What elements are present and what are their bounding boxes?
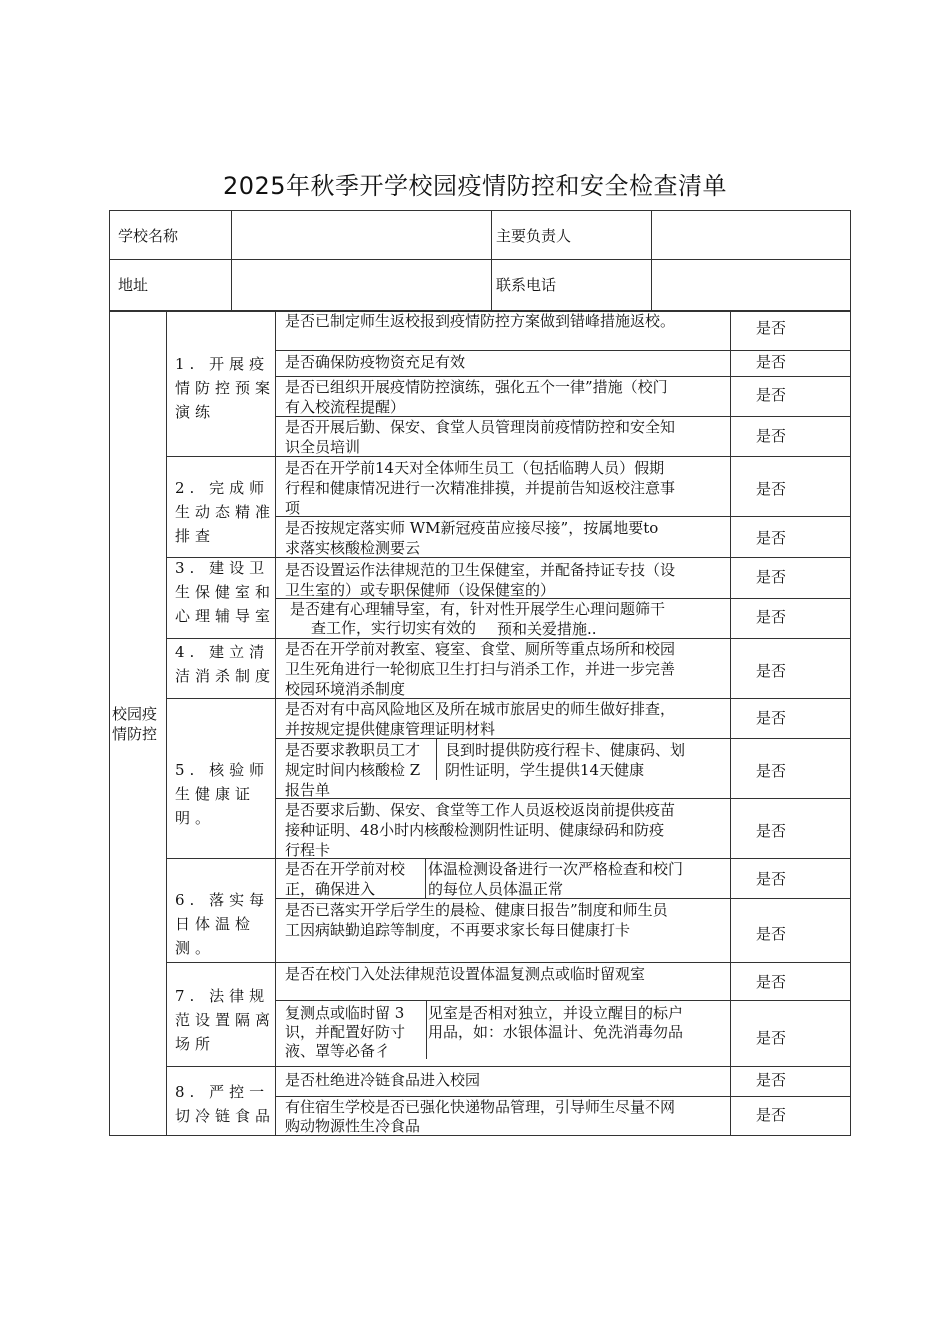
yes-no-option[interactable]: 是否 <box>756 319 787 337</box>
check-item: 是否要求后勤、保安、食堂等工作人员返校返岗前提供疫苗 <box>285 801 676 819</box>
check-item: 是否对有中高风险地区及所在城市旅居史的师生做好排查， <box>285 700 676 718</box>
check-item: 是否建有心理辅导室，有，针对性开展学生心理问题筛干 <box>290 600 666 618</box>
check-item: 见室是否相对独立，并设立醒目的标户 <box>428 1004 684 1022</box>
yes-no-option[interactable]: 是否 <box>756 480 787 498</box>
divider <box>166 311 167 1136</box>
check-item: 复测点或临时留 3 <box>285 1004 405 1022</box>
divider <box>426 1001 427 1059</box>
check-item: 是否开展后勤、保安、食堂人员管理岗前疫情防控和安全知 <box>285 418 676 436</box>
check-item: 行程卡 <box>285 841 331 859</box>
check-item: 正，确保进入 <box>285 880 376 898</box>
category-label: 5. 核验师生健康证明。 <box>175 761 270 827</box>
check-item: 是否已组织开展疫情防控演练，强化五个一律”措施（校门 <box>285 378 668 396</box>
page-title: 2025年秋季开学校园疫情防控和安全检查清单 <box>222 172 728 200</box>
check-item: 是否已落实开学后学生的晨检、健康日报告”制度和师生员 <box>285 901 668 919</box>
check-item: 液、罩等必备彳 <box>285 1042 391 1060</box>
check-item: 阴性证明，学生提供14天健康 <box>445 761 645 779</box>
divider <box>275 516 851 517</box>
yes-no-option[interactable]: 是否 <box>756 353 787 371</box>
divider <box>491 210 492 311</box>
check-item: 求落实核酸检测要云 <box>285 539 421 557</box>
check-item: 是否在校门入处法律规范设置体温复测点或临时留观室 <box>285 965 646 983</box>
divider <box>166 962 851 963</box>
check-item: 有入校流程提醒） <box>285 398 406 416</box>
check-item: 是否确保防疫物资充足有效 <box>285 353 466 371</box>
check-item: 用品，如：水银体温计、免洗消毒勿品 <box>428 1023 684 1041</box>
check-item: 预和关爱措施.. <box>497 620 597 638</box>
check-item: 的每位人员体温正常 <box>428 880 564 898</box>
divider <box>275 1000 851 1001</box>
yes-no-option[interactable]: 是否 <box>756 1106 787 1124</box>
check-item: 购动物源性生冷食品 <box>285 1117 421 1135</box>
yes-no-option[interactable]: 是否 <box>756 1071 787 1089</box>
divider <box>231 210 232 311</box>
yes-no-option[interactable]: 是否 <box>756 662 787 680</box>
divider <box>109 259 851 260</box>
check-item: 行程和健康情况进行一次精准排摸，并提前告知返校注意事 <box>285 479 676 497</box>
check-item: 艮到时提供防疫行程卡、健康码、划 <box>445 741 686 759</box>
divider <box>166 1066 851 1067</box>
divider <box>275 311 276 1136</box>
check-item: 是否在开学前14天对全体师生员工（包括临聘人员）假期 <box>285 459 665 477</box>
category-label: 1. 开展疫情防控预案演练 <box>175 355 276 421</box>
address-label: 地址 <box>118 276 149 294</box>
divider <box>166 456 851 457</box>
category-label: 3. 建设卫生保健室和心理辅导室 <box>175 559 276 625</box>
header-table <box>109 210 851 311</box>
divider <box>275 798 851 799</box>
check-item: 识，并配置好防寸 <box>285 1023 406 1041</box>
check-item: 是否杜绝进冷链食品进入校园 <box>285 1071 481 1089</box>
check-item: 是否设置运作法律规范的卫生保健室，并配备持证专技（设 <box>285 561 676 579</box>
check-item: 卫生死角进行一轮彻底卫生打扫与消杀工作，并进一步完善 <box>285 660 676 678</box>
school-name-label: 学校名称 <box>118 227 179 245</box>
divider <box>425 858 426 898</box>
check-item: 项 <box>285 499 301 517</box>
check-item: 并按规定提供健康管理证明材料 <box>285 720 496 738</box>
divider <box>730 311 731 1136</box>
check-item: 卫生室的）或专职保健师（设保健室的） <box>285 581 556 599</box>
check-item: 是否已制定师生返校报到疫情防控方案做到错峰措施返校。 <box>285 312 676 330</box>
yes-no-option[interactable]: 是否 <box>756 568 787 586</box>
check-item: 接种证明、48小时内核酸检测阴性证明、健康绿码和防疫 <box>285 821 665 839</box>
yes-no-option[interactable]: 是否 <box>756 608 787 626</box>
check-item: 有住宿生学校是否已强化快递物品管理，引导师生尽量不网 <box>285 1098 676 1116</box>
category-label: 8. 严控一切冷链食品 <box>175 1083 276 1125</box>
check-item: 校园环境消杀制度 <box>285 680 406 698</box>
yes-no-option[interactable]: 是否 <box>756 709 787 727</box>
yes-no-option[interactable]: 是否 <box>756 427 787 445</box>
yes-no-option[interactable]: 是否 <box>756 925 787 943</box>
principal-label: 主要负责人 <box>496 227 572 245</box>
check-item: 是否在开学前对教室、寝室、食堂、厕所等重点场所和校园 <box>285 640 676 658</box>
divider <box>275 350 851 351</box>
category-label: 6. 落实每日体温检测。 <box>175 891 270 957</box>
yes-no-option[interactable]: 是否 <box>756 529 787 547</box>
divider <box>436 738 437 780</box>
yes-no-option[interactable]: 是否 <box>756 870 787 888</box>
check-item: 工因病缺勤追踪等制度，不再要求家长每日健康打卡 <box>285 921 631 939</box>
check-item: 体温检测设备进行一次严格检查和校门 <box>428 860 684 878</box>
category-label: 4. 建立清洁消杀制度 <box>175 643 276 685</box>
check-item: 识全员培训 <box>285 438 361 456</box>
category-label: 2. 完成师生动态精准排查 <box>175 479 276 545</box>
check-item: 查工作，实行切实有效的 <box>311 619 477 637</box>
check-item: 是否在开学前对校 <box>285 860 406 878</box>
section-label: 校园疫情防控 <box>112 705 158 743</box>
check-item: 是否按规定落实师 WM新冠疫苗应接尽接”，按属地要to <box>285 519 659 537</box>
phone-label: 联系电话 <box>496 276 557 294</box>
yes-no-option[interactable]: 是否 <box>756 386 787 404</box>
yes-no-option[interactable]: 是否 <box>756 973 787 991</box>
yes-no-option[interactable]: 是否 <box>756 1029 787 1047</box>
check-item: 规定时间内核酸检 Z <box>285 761 421 779</box>
yes-no-option[interactable]: 是否 <box>756 822 787 840</box>
yes-no-option[interactable]: 是否 <box>756 762 787 780</box>
check-item: 报告单 <box>285 781 331 799</box>
divider <box>651 210 652 311</box>
category-label: 7. 法律规范设置隔离场所 <box>175 987 276 1053</box>
check-item: 是否要求教职员工才 <box>285 741 421 759</box>
